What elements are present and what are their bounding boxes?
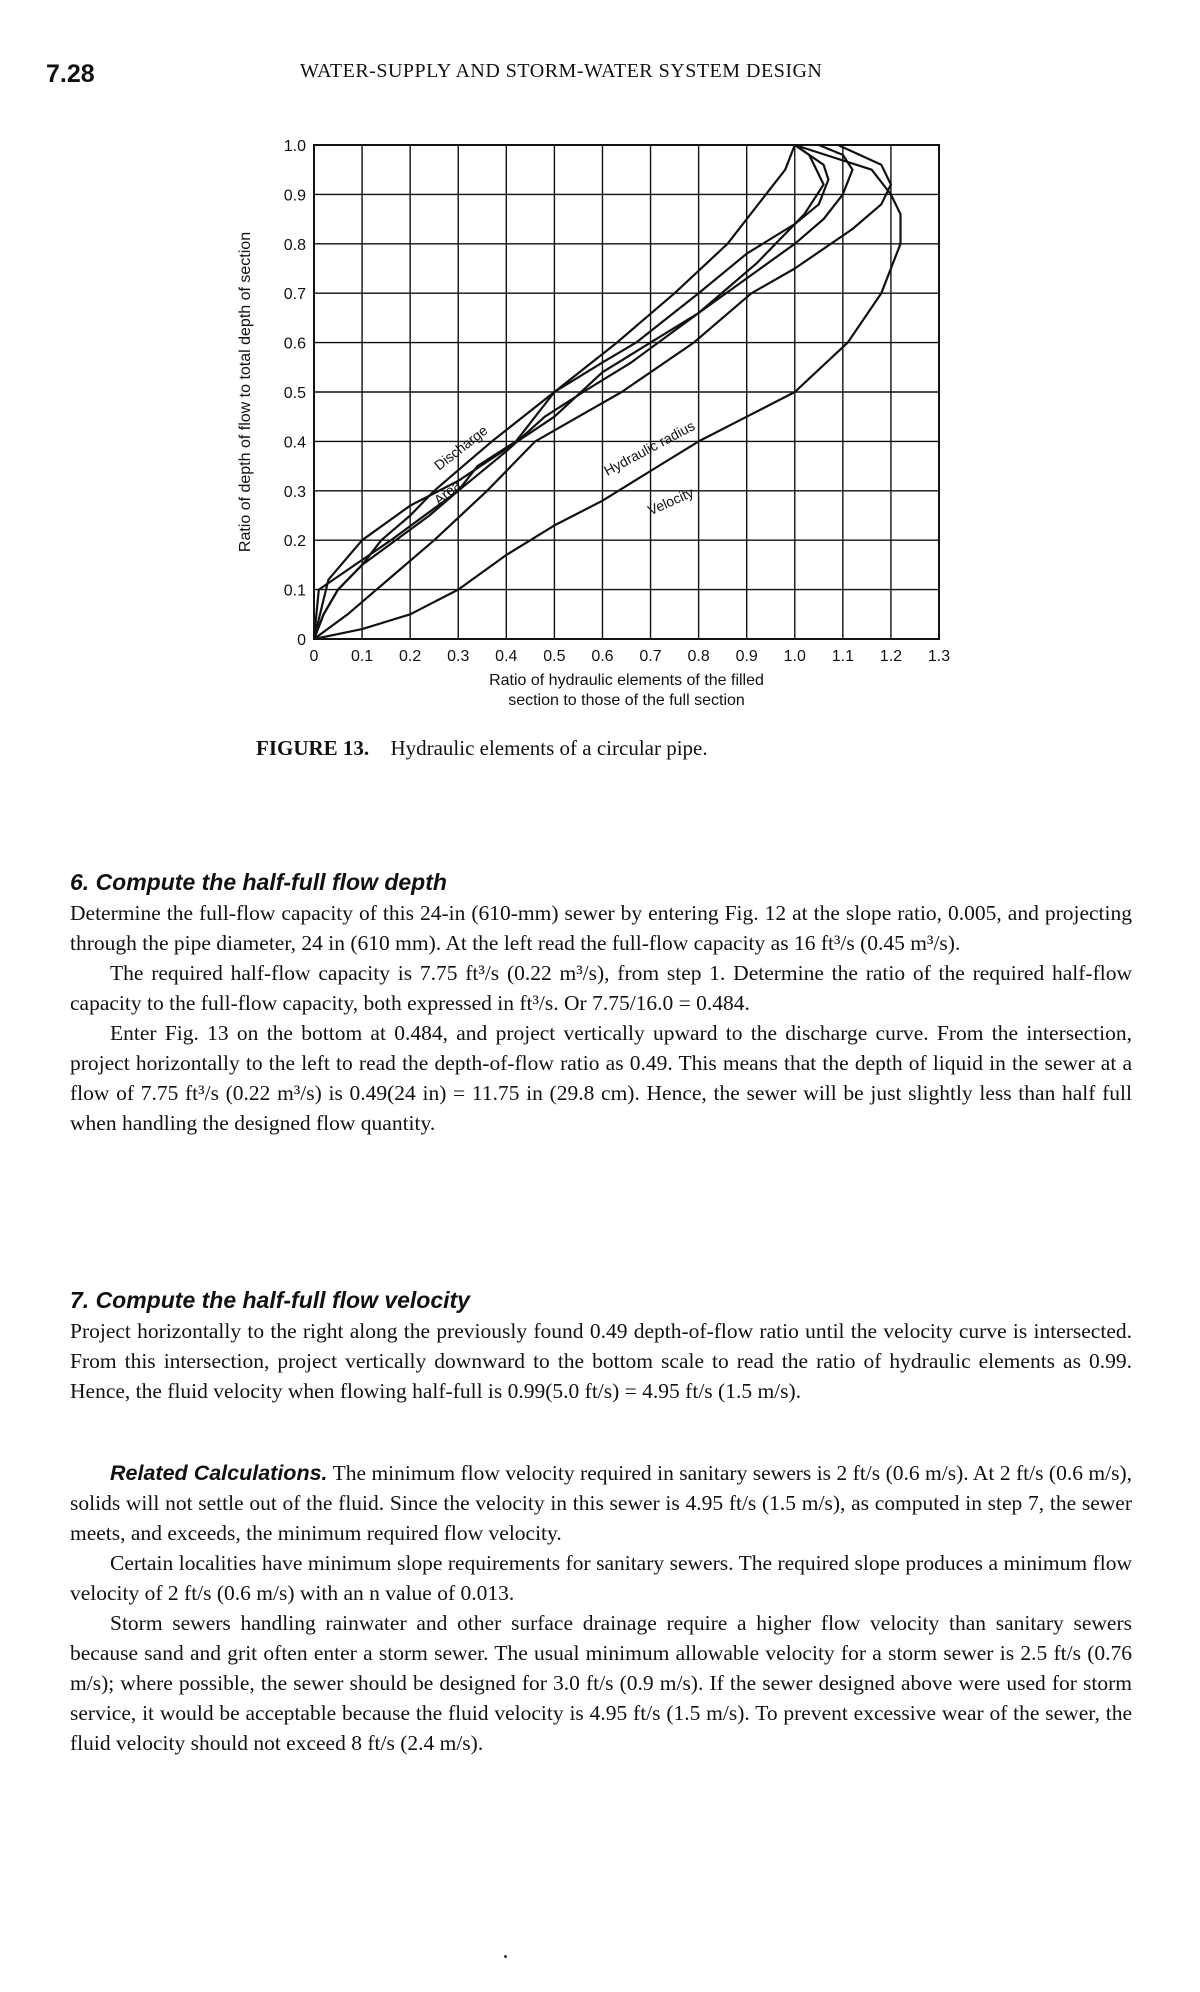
x-tick-label: 0.8: [687, 648, 710, 665]
y-tick-label: 0.1: [283, 582, 306, 600]
paragraph: Storm sewers handling rainwater and other surface drainage require a higher flow velocity than sanitary sewers because sand and grit often enter a storm sewer. The usual minimum allowable velocity for a storm sewer is 2.5 ft/s (0.76 m/s); where possible, the sewer should be designed for 3.0 ft/s (0.9 m/s). If the sewer designed above were used for storm service, it would be acceptable because the fluid velocity is 4.95 ft/s (1.5 m/s). To prevent excessive wear of the sewer, the fluid velocity should not exceed 8 ft/s (2.4 m/s).: [70, 1611, 1132, 1755]
paragraph-text: The minimum flow velocity required in sanitary sewers is 2 ft/s (0.6 m/s). At 2 ft/s (0.6 m/s), solids will not settle out of the fluid. Since the velocity in this sewer is 4.95 ft/s (1.5 m/s), as computed in step 7, the sewer meets, and exceeds, the minimum required flow velocity.: [70, 1461, 1132, 1545]
y-tick-label: 0.2: [283, 533, 306, 551]
y-tick-label: 0.6: [283, 335, 306, 353]
figure-label: FIGURE 13.: [256, 736, 370, 760]
hydraulic-elements-chart: [230, 115, 990, 715]
x-tick-label: 0.2: [399, 648, 422, 665]
x-tick-label: 1.1: [831, 648, 854, 665]
x-tick-label: 0.3: [447, 648, 470, 665]
figure-caption: [256, 736, 708, 761]
y-axis-title: Ratio of depth of flow to total depth of section: [237, 231, 254, 553]
running-head: WATER-SUPPLY AND STORM-WATER SYSTEM DESIGN: [300, 60, 823, 82]
x-tick-label: 1.0: [783, 648, 806, 665]
section-step-7: [70, 1284, 1132, 1406]
paragraph: The required half-flow capacity is 7.75 ft³/s (0.22 m³/s), from step 1. Determine the ratio of the required half-flow capacity to the full-flow capacity, both expressed in ft³/s. Or 7.75/16.0 = 0.484.: [70, 961, 1132, 1015]
y-tick-label: 1.0: [283, 138, 306, 155]
x-tick-label: 0.6: [591, 648, 614, 665]
x-axis-title: Ratio of hydraulic elements of the filled: [489, 672, 764, 689]
x-tick-label: 0.4: [495, 648, 518, 665]
x-tick-label: 0.7: [639, 648, 662, 665]
paragraph: Project horizontally to the right along the previously found 0.49 depth-of-flow ratio until the velocity curve is intersected. From this intersection, project vertically downward to the bottom scale to read the ratio of hydraulic elements as 0.99. Hence, the fluid velocity when flowing half-full is 0.99(5.0 ft/s) = 4.95 ft/s (1.5 m/s).: [70, 1319, 1132, 1403]
y-tick-label: 0: [297, 632, 306, 649]
y-tick-label: 0.8: [283, 236, 306, 254]
section-step-6: [70, 866, 1132, 1138]
paragraph: Enter Fig. 13 on the bottom at 0.484, and project vertically upward to the discharge curve. From the intersection, project horizontally to the left to read the depth-of-flow ratio as 0.49. This means that the depth of liquid in the sewer at a flow of 7.75 ft³/s (0.22 m³/s) is 0.49(24 in) = 11.75 in (29.8 cm). Hence, the sewer will be just slightly less than half full when handling the designed flow quantity.: [70, 1021, 1132, 1135]
x-axis-title: section to those of the full section: [508, 692, 745, 709]
x-tick-label: 0.5: [543, 648, 566, 665]
curve-label: Hydraulic radius: [601, 417, 698, 479]
page-number: 7.28: [46, 60, 95, 88]
paragraph: Determine the full-flow capacity of this 24-in (610-mm) sewer by entering Fig. 12 at the slope ratio, 0.005, and projecting through the pipe diameter, 24 in (610 mm). At the left read the full-flow capacity as 16 ft³/s (0.45 m³/s).: [70, 901, 1132, 955]
section-heading: 6. Compute the half-full flow depth: [70, 869, 447, 895]
stray-mark: [504, 1955, 507, 1958]
x-tick-label: 1.2: [879, 648, 903, 665]
curve-label: Discharge: [430, 421, 491, 474]
x-tick-label: 0.9: [735, 648, 758, 665]
section-heading: 7. Compute the half-full flow velocity: [70, 1287, 470, 1313]
paragraph: [70, 1458, 1132, 1548]
run-in-heading: Related Calculations.: [110, 1461, 328, 1485]
figure-caption-text: Hydraulic elements of a circular pipe.: [390, 736, 708, 760]
x-tick-label: 0.1: [350, 648, 374, 665]
y-tick-label: 0.5: [283, 385, 306, 402]
curve-label: Area: [430, 476, 464, 508]
y-tick-label: 0.4: [283, 434, 306, 452]
x-tick-label: 0: [309, 648, 319, 665]
y-tick-label: 0.3: [283, 483, 306, 501]
paragraph: Certain localities have minimum slope requirements for sanitary sewers. The required slope produces a minimum flow velocity of 2 ft/s (0.6 m/s) with an n value of 0.013.: [70, 1551, 1132, 1605]
y-tick-label: 0.9: [283, 187, 306, 205]
section-related-calculations: [70, 1458, 1132, 1758]
x-tick-label: 1.3: [927, 648, 951, 665]
curve-label: Velocity: [645, 483, 696, 519]
y-tick-label: 0.7: [283, 286, 306, 304]
